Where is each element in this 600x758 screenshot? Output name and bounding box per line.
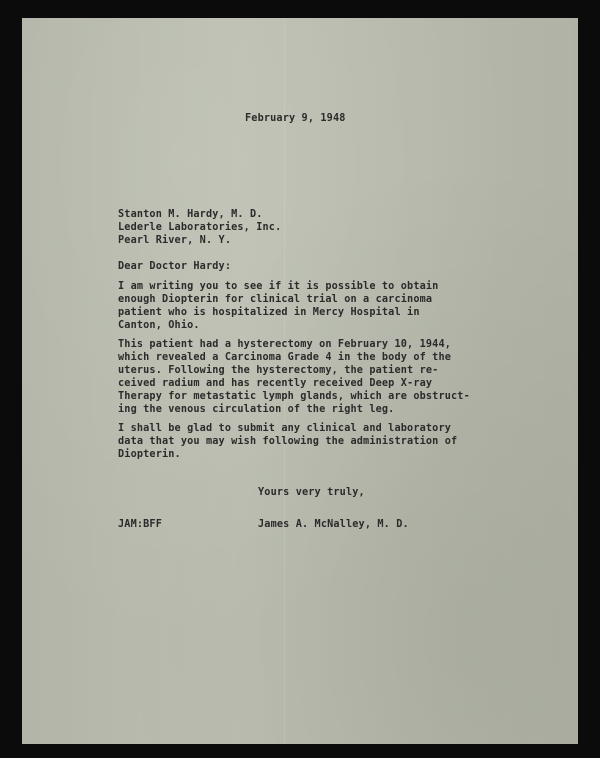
letter-date: February 9, 1948 bbox=[245, 113, 346, 124]
closing: Yours very truly, bbox=[258, 487, 365, 498]
letter-page bbox=[22, 18, 578, 744]
salutation: Dear Doctor Hardy: bbox=[118, 261, 232, 272]
paragraph-3-line-1: I shall be glad to submit any clinical and laboratory bbox=[118, 423, 452, 434]
paragraph-1-line-1: I am writing you to see if it is possible to obtain bbox=[118, 281, 439, 292]
typist-initials: JAM:BFF bbox=[118, 519, 162, 530]
paragraph-2-line-4: ceived radium and has recently received Deep X-ray bbox=[118, 378, 433, 389]
paragraph-2-line-3: uterus. Following the hysterectomy, the patient re- bbox=[118, 365, 439, 376]
paragraph-3-line-2: data that you may wish following the administration of bbox=[118, 436, 458, 447]
paragraph-1-line-2: enough Diopterin for clinical trial on a carcinoma bbox=[118, 294, 433, 305]
paragraph-1-line-3: patient who is hospitalized in Mercy Hospital in bbox=[118, 307, 420, 318]
paragraph-2-line-6: ing the venous circulation of the right leg. bbox=[118, 404, 395, 415]
paragraph-3-line-3: Diopterin. bbox=[118, 449, 181, 460]
paragraph-2-line-5: Therapy for metastatic lymph glands, which are obstruct- bbox=[118, 391, 470, 402]
signature-name: James A. McNalley, M. D. bbox=[258, 519, 409, 530]
recipient-location: Pearl River, N. Y. bbox=[118, 235, 232, 246]
recipient-company: Lederle Laboratories, Inc. bbox=[118, 222, 282, 233]
recipient-name: Stanton M. Hardy, M. D. bbox=[118, 209, 263, 220]
paragraph-1-line-4: Canton, Ohio. bbox=[118, 320, 200, 331]
paragraph-2-line-2: which revealed a Carcinoma Grade 4 in the body of the bbox=[118, 352, 452, 363]
paragraph-2-line-1: This patient had a hysterectomy on February 10, 1944, bbox=[118, 339, 452, 350]
